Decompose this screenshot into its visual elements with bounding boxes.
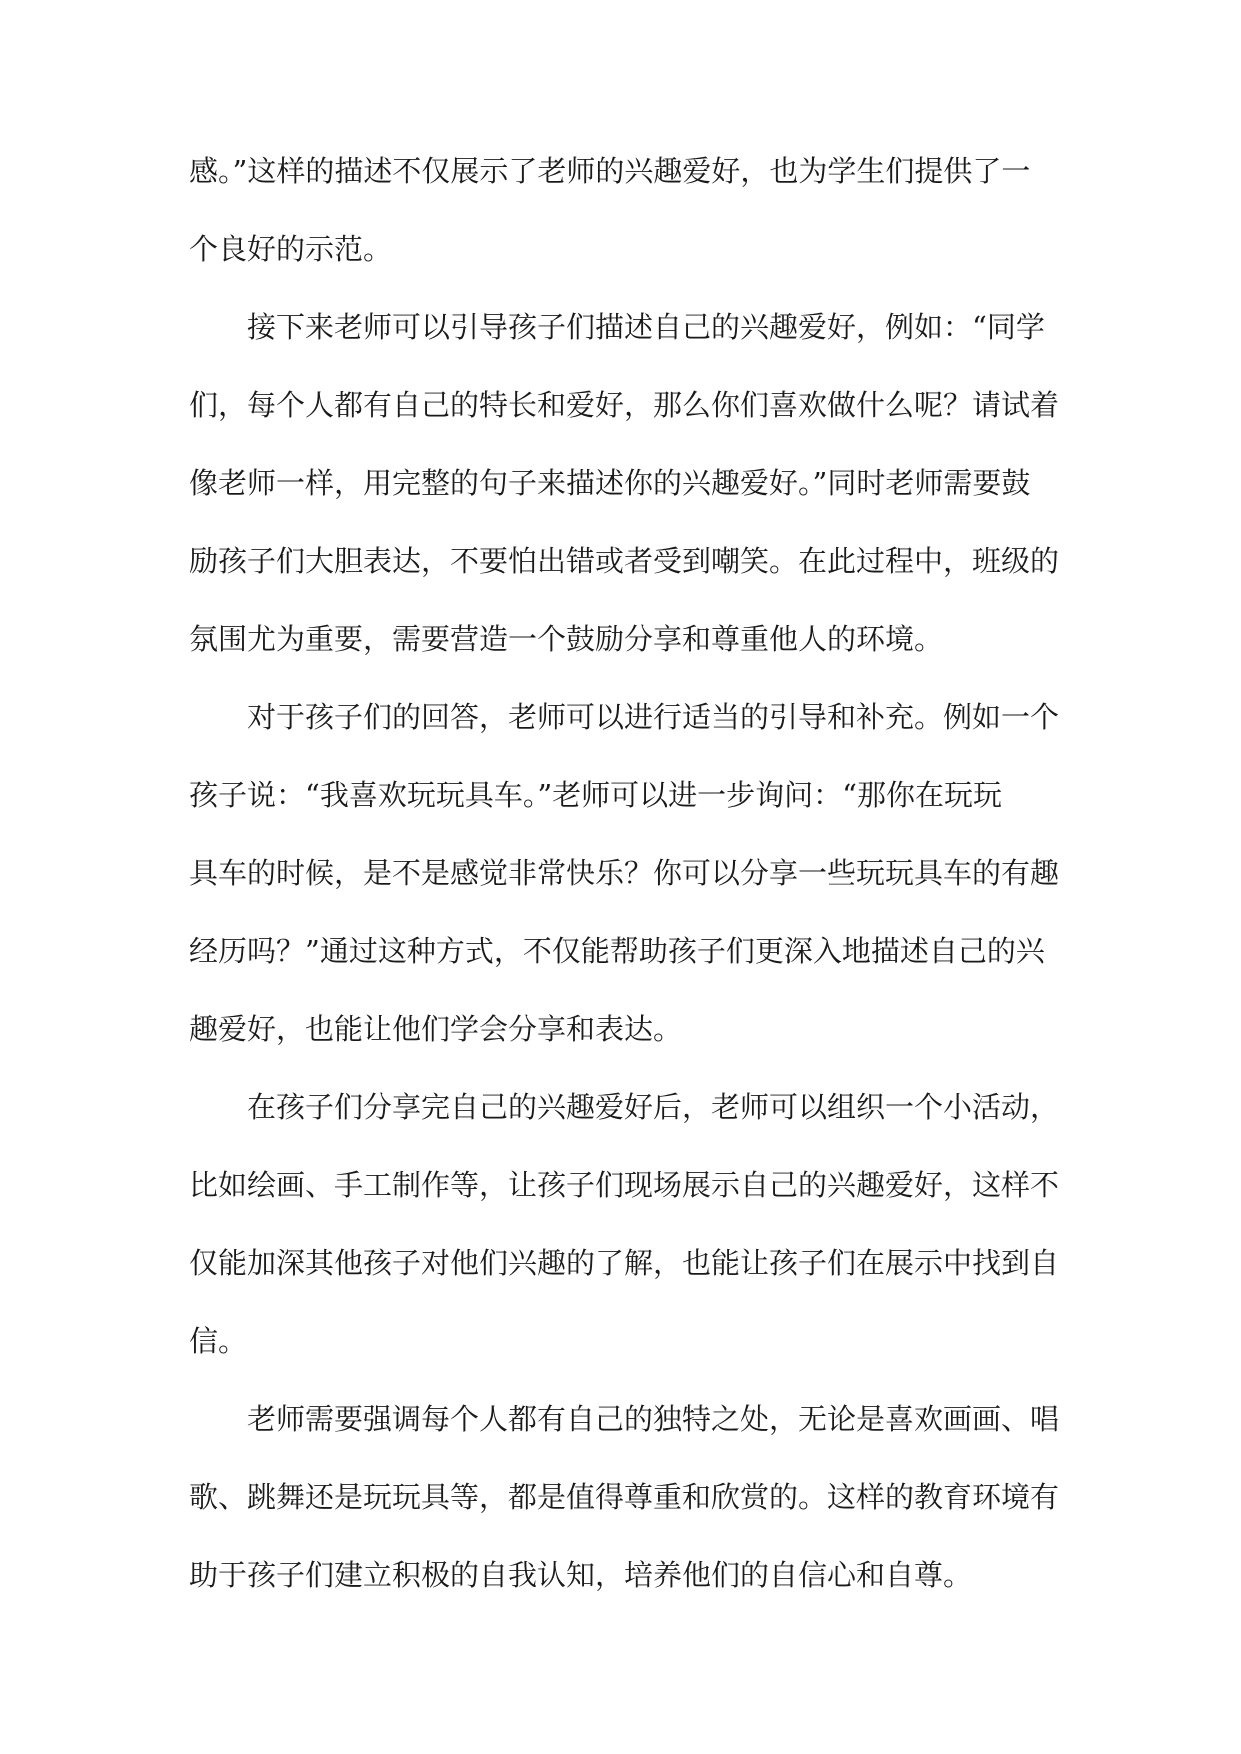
text-line: 接下来老师可以引导孩子们描述自己的兴趣爱好，例如：“同学 [247,310,1045,344]
text-line: 比如绘画、手工制作等，让孩子们现场展示自己的兴趣爱好，这样不 [189,1168,1060,1202]
text-line: 感。”这样的描述不仅展示了老师的兴趣爱好，也为学生们提供了一 [189,154,1031,188]
text-line: 歌、跳舞还是玩玩具等，都是值得尊重和欣赏的。这样的教育环境有 [189,1480,1060,1514]
text-line: 个良好的示范。 [189,232,393,266]
text-line: 对于孩子们的回答，老师可以进行适当的引导和补充。例如一个 [247,700,1060,734]
text-line: 经历吗？”通过这种方式，不仅能帮助孩子们更深入地描述自己的兴 [189,934,1045,968]
text-line: 信。 [189,1324,248,1358]
document-body [189,140,1060,1622]
text-line: 趣爱好，也能让他们学会分享和表达。 [189,1012,683,1046]
text-line: 仅能加深其他孩子对他们兴趣的了解，也能让孩子们在展示中找到自 [189,1246,1060,1280]
text-line: 像老师一样，用完整的句子来描述你的兴趣爱好。”同时老师需要鼓 [189,466,1031,500]
text-line: 们，每个人都有自己的特长和爱好，那么你们喜欢做什么呢？请试着 [189,388,1060,422]
text-line: 孩子说：“我喜欢玩玩具车。”老师可以进一步询问：“那你在玩玩 [189,778,1002,812]
text-line: 助于孩子们建立积极的自我认知，培养他们的自信心和自尊。 [189,1558,973,1592]
text-line: 氛围尤为重要，需要营造一个鼓励分享和尊重他人的环境。 [189,622,944,656]
text-line: 励孩子们大胆表达，不要怕出错或者受到嘲笑。在此过程中，班级的 [189,544,1060,578]
text-line: 在孩子们分享完自己的兴趣爱好后，老师可以组织一个小活动， [247,1090,1060,1124]
text-line: 老师需要强调每个人都有自己的独特之处，无论是喜欢画画、唱 [247,1402,1060,1436]
text-line: 具车的时候，是不是感觉非常快乐？你可以分享一些玩玩具车的有趣 [189,856,1060,890]
